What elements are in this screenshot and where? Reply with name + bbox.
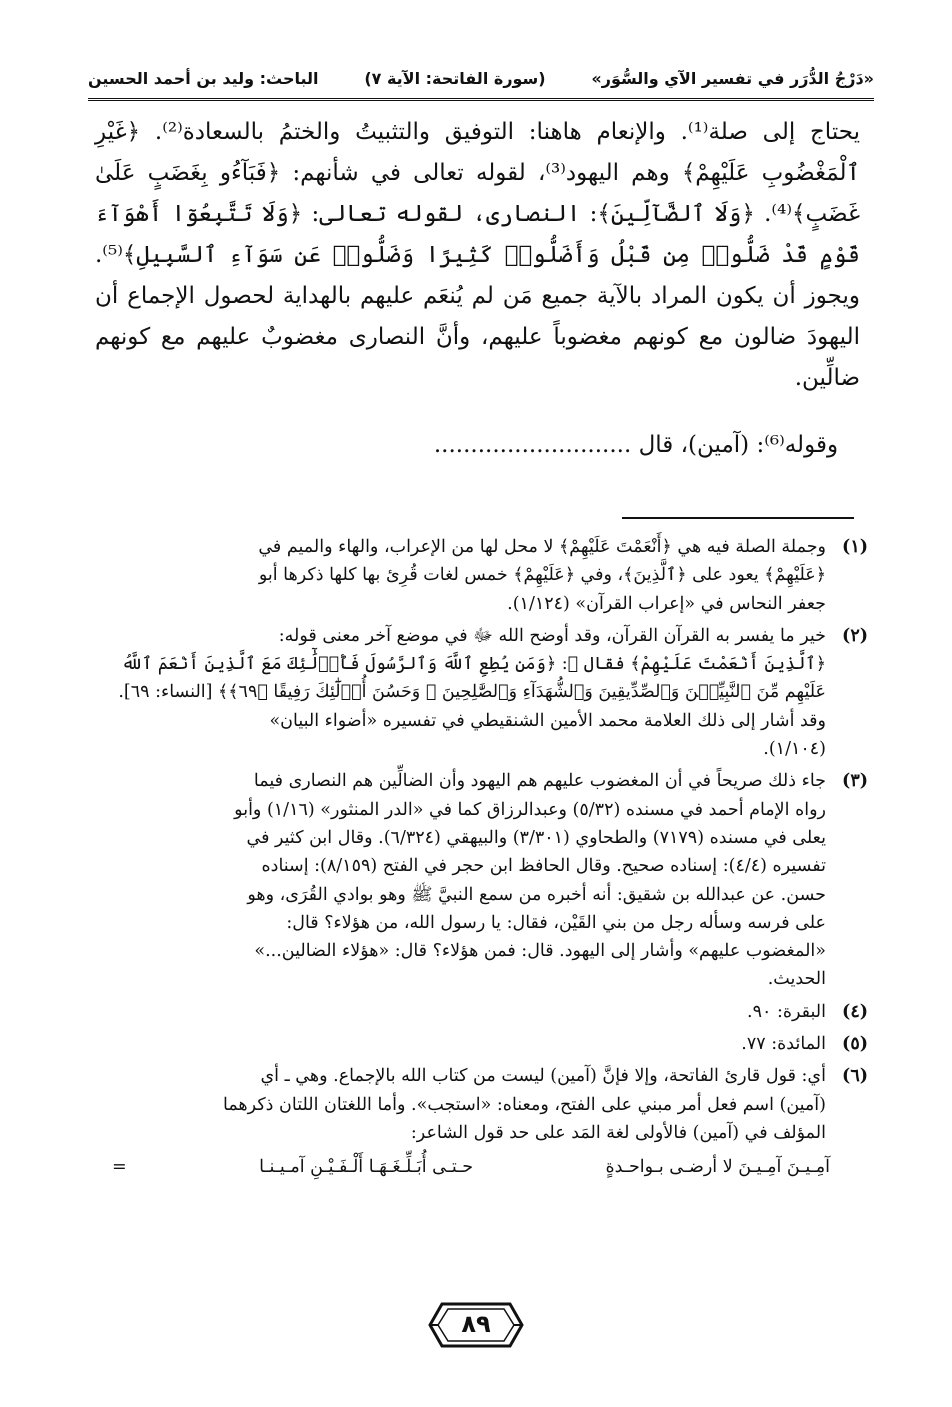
footnote-line: على فرسه وسأله رجل من بني القَيْن، فقال: يا رسول الله، من هؤلاء؟ قال: <box>286 912 826 933</box>
footnote-line: عَلَيْهِم مِّنَ ٱلنَّبِيِّـۧنَ وَٱلصِّدِّيقِينَ وَٱلشُّهَدَآءِ وَٱلصَّٰلِحِينَ ۚ وَحَسُنَ أُو۟لَٰٓئِكَ رَفِيقًا ﴿٦٩﴾﴾ [النساء: ٦٩]. <box>118 682 826 703</box>
continuation-dots: ........................... <box>433 432 632 458</box>
footnote-line: رواه الإمام أحمد في مسنده (٥/٣٢) وعبدالرزاق كما في «الدر المنثور» (١/١٦) وأبو <box>234 799 826 820</box>
footnote-1 <box>92 533 868 618</box>
header-divider <box>88 98 874 101</box>
footnote-line: المؤلف في (آمين) فالأولى لغة المَد على حد قول الشاعر: <box>410 1122 826 1143</box>
footnote-line: تفسيره (٤/٤): إسناده صحيح. وقال الحافظ ابن حجر في الفتح (٨/١٥٩): إسناده <box>261 856 826 877</box>
footnote-line: (١/١٠٤). <box>763 739 826 760</box>
footnote-line: أي: قول قارئ الفاتحة، وإلا فإنَّ (آمين) ليست من كتاب الله بالإجماع. وهي ـ أي <box>260 1066 826 1087</box>
poem-hemistich-first: آمِـيـنَ آمِـيـنَ لا أرضـى بـواحـدةٍ <box>605 1157 830 1178</box>
footnote-text <box>92 998 826 1026</box>
footnote-3 <box>92 767 868 993</box>
footnote-text <box>92 1062 826 1147</box>
footnote-line: البقرة: ٩٠. <box>746 1001 826 1022</box>
author-name: الباحث: وليد بن أحمد الحسين <box>88 68 319 88</box>
footnote-text <box>92 533 826 618</box>
footnote-5 <box>92 1030 868 1058</box>
surah-reference: (سورة الفاتحة: الآية ٧) <box>364 68 546 88</box>
main-line: أن يكون المراد بالآية جميع مَن لم يُنعَم عليهم بالهداية لحصول الإجماع <box>127 283 796 309</box>
footnote-line: ﴿عَلَيْهِمْ﴾ يعود على ﴿ٱلَّذِينَ﴾، وفي ﴿عَلَيْهِمْ﴾ خمس لغات قُرِئ بها كلها ذكرها أبو <box>258 565 826 586</box>
page-number: ٨٩ <box>461 1310 491 1338</box>
footnote-line: خير ما يفسر به القرآن القرآن، وقد أوضح الله ﷻ في موضع آخر معنى قوله: <box>278 625 826 646</box>
main-line: أَهْوَآءَ قَوْمٍ قَدْ ضَلُّوا۟ مِن قَبْلُ وَأَضَلُّوا۟ كَثِيرًا وَضَلُّوا۟ عَن سَوَآءِ ٱلسَّبِيلِ﴾⁽⁵⁾. ويجوز <box>95 201 861 309</box>
footnote-line: حسن. عن عبدالله بن شقيق: أنه أخبره من سمع النبيَّ ﷺ وهو بوادي القُرَى، وهو <box>247 884 826 905</box>
footnote-line: وقد أشار إلى ذلك العلامة محمد الأمين الشنقيطي في تفسيره «أضواء البيان» <box>269 710 826 731</box>
footnote-line: وجملة الصلة فيه هي ﴿أَنْعَمْتَ عَلَيْهِمْ﴾ لا محل لها من الإعراب، والهاء والميم في <box>258 537 826 557</box>
poem-verse <box>92 1153 868 1181</box>
footnote-number: (٢) <box>842 625 868 646</box>
footnote-2 <box>92 622 868 763</box>
running-header <box>88 58 874 98</box>
continuation-text: وقوله⁽⁶⁾: (آمين)، قال <box>638 432 839 458</box>
footnote-number: (٥) <box>842 1034 868 1055</box>
footnote-line: جاء ذلك صريحاً في أن المغضوب عليهم هم اليهود وأن الضالِّين هم النصارى فيما <box>253 771 826 792</box>
main-text <box>95 112 860 466</box>
main-paragraph <box>95 112 860 399</box>
footnote-text <box>92 1030 826 1058</box>
main-line: بِغَضَبٍ عَلَىٰ غَضَبٍ﴾⁽⁴⁾. ﴿وَلَا ٱلضَّآلِّينَ﴾: النصارى، لقوله تعالى: ﴿وَلَا تَتَّبِعُوٓا <box>95 160 860 227</box>
footnote-line: جعفر النحاس في «إعراب القرآن» (١/١٢٤). <box>507 593 826 614</box>
footnote-text <box>92 622 826 763</box>
main-line: ﴿غَيْرِ ٱلْمَغْضُوبِ عَلَيْهِمْ﴾ وهم اليهود⁽³⁾، لقوله تعالى في شأنهم: ﴿فَبَآءُو <box>95 119 860 186</box>
footnote-line: ﴿ٱلَّذِينَ أَنْعَمْتَ عَلَيْهِمْ﴾ فقال ﷻ: ﴿وَمَن يُطِعِ ٱللَّهَ وَٱلرَّسُولَ فَأُو۟لَٰٓئِكَ مَعَ ٱلَّذِينَ أَنْعَمَ ٱللَّهُ <box>121 654 826 675</box>
main-line: أن اليهودَ ضالون مع كونهم مغضوباً عليهم، وأنَّ النصارى مغضوبٌ عليهم <box>95 283 860 350</box>
footnote-line: المائدة: ٧٧. <box>741 1034 826 1055</box>
page-number-ornament <box>428 1300 524 1350</box>
continuation-mark: = <box>112 1157 127 1178</box>
footnote-text <box>92 767 826 993</box>
footnote-line: (آمين) اسم فعل أمر مبني على الفتح، ومعناه: «استجب». وأما اللغتان اللتان ذكرهما <box>222 1094 826 1115</box>
book-title: «دَرْجُ الدُّرَر في تفسير الآي والسُّوَر» <box>591 68 874 88</box>
footnote-6 <box>92 1062 868 1147</box>
footnotes <box>92 533 868 1182</box>
footnote-line: «المغضوب عليهم» وأشار إلى اليهود. قال: فمن هؤلاء؟ قال: «هؤلاء الضالين...» <box>254 941 826 962</box>
main-line: مع كونهم ضالِّين. <box>95 324 860 391</box>
continuation-line <box>95 425 860 466</box>
footnote-number: (٣) <box>842 771 868 792</box>
footnote-number: (٤) <box>842 1001 868 1022</box>
poem-hemistich-second: حـتـى أُبَـلِّـغَـهَـا أَلْـفَـيْـنِ آمـيـنـا <box>259 1157 474 1178</box>
footnote-number: (٦) <box>842 1066 868 1087</box>
footnote-4 <box>92 998 868 1026</box>
footnote-line: يعلى في مسنده (٧١٧٩) والطحاوي (٣/٣٠١) والبيهقي (٦/٣٢٤). وقال ابن كثير في <box>246 827 826 848</box>
footnote-number: (١) <box>842 537 868 557</box>
footnote-separator <box>622 517 854 519</box>
footnote-line: الحديث. <box>767 969 826 990</box>
main-line: يحتاج إلى صلة⁽¹⁾. والإنعام هاهنا: التوفيق والتثبيتُ والختمُ بالسعادة⁽²⁾. <box>154 119 861 145</box>
